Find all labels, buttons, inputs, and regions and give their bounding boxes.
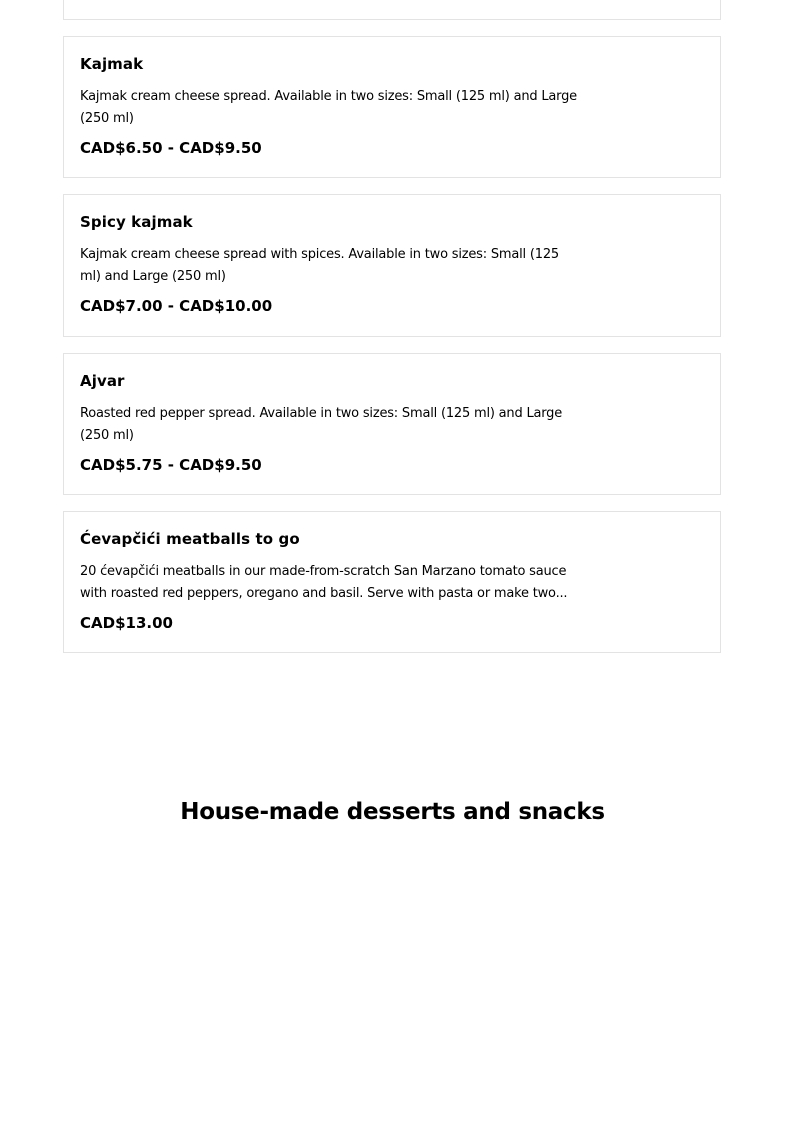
menu-item-card[interactable]: [63, 511, 721, 653]
menu-item-card[interactable]: [63, 353, 721, 495]
menu-item-name: Spicy kajmak: [80, 213, 193, 231]
menu-item-card[interactable]: [63, 36, 721, 178]
menu-item-description: 20 ćevapčići meatballs in our made-from-scratch San Marzano tomato sauce with roasted red peppers, oregano and basil. Serve with pasta or make two...: [80, 564, 568, 601]
menu-item-card[interactable]: [63, 194, 721, 337]
menu-item-price: CAD$13.00: [80, 614, 173, 632]
menu-item-description: Kajmak cream cheese spread. Available in two sizes: Small (125 ml) and Large (250 ml): [80, 89, 577, 126]
menu-item-name: Ćevapčići meatballs to go: [80, 530, 300, 548]
menu-item-price: CAD$7.00 - CAD$10.00: [80, 297, 273, 315]
menu-item-price: CAD$5.75 - CAD$9.50: [80, 456, 262, 474]
section-heading: House-made desserts and snacks: [180, 799, 605, 826]
menu-item-description: Roasted red pepper spread. Available in two sizes: Small (125 ml) and Large (250 ml): [80, 406, 563, 443]
menu-item-description: Kajmak cream cheese spread with spices. Available in two sizes: Small (125 ml) and Large (250 ml): [80, 247, 559, 284]
menu-item-name: Ajvar: [80, 372, 125, 390]
menu-item-card-partial[interactable]: [63, 0, 721, 20]
menu-item-name: Kajmak: [80, 55, 144, 73]
menu-item-price: CAD$6.50 - CAD$9.50: [80, 139, 262, 157]
